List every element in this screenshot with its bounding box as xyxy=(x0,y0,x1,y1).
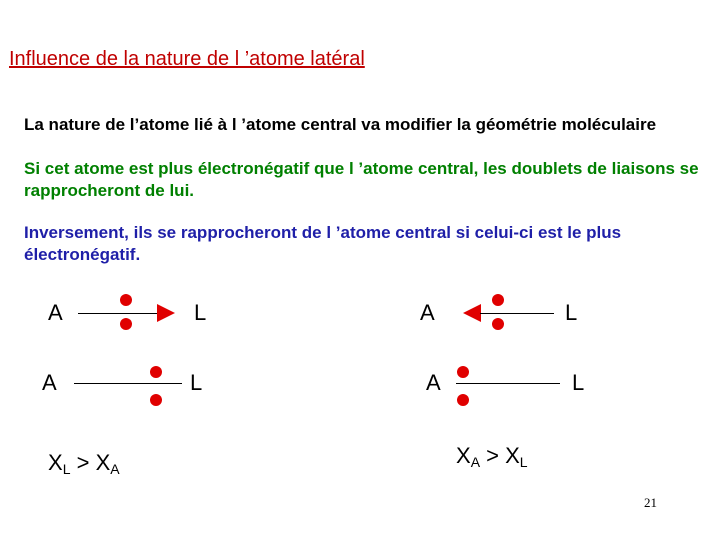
electronegative-central-paragraph: Inversement, ils se rapprocheront de l ’atome central si celui-ci est le plus électronégatif. xyxy=(24,223,622,264)
electronegativity-formula-left: $X_L > X_A$ xyxy=(48,450,120,477)
doublet-dot xyxy=(457,366,469,378)
doublet-dot xyxy=(150,366,162,378)
arrow-left-icon xyxy=(463,304,481,322)
electronegative-lateral-paragraph: Si cet atome est plus électronégatif que l ’atome central, les doublets de liaisons se rapprocheront de lui. xyxy=(24,159,699,200)
atom-l-label: L xyxy=(572,370,585,395)
arrow-right-icon xyxy=(157,304,175,322)
slide-title: Influence de la nature de l ’atome latéral xyxy=(9,48,365,70)
page-number: 21 xyxy=(644,495,657,510)
atom-l-label: L xyxy=(565,300,578,325)
atom-a-label: A xyxy=(420,300,435,325)
bond-line xyxy=(74,383,182,384)
electronegativity-formula-right: $X_A > X_L$ xyxy=(456,443,528,470)
atom-l-label: L xyxy=(190,370,203,395)
bond-line xyxy=(480,313,554,314)
doublet-dot xyxy=(120,294,132,306)
atom-a-label: A xyxy=(426,370,441,395)
atom-l-label: L xyxy=(194,300,207,325)
doublet-dot xyxy=(492,294,504,306)
doublet-dot xyxy=(150,394,162,406)
atom-a-label: A xyxy=(42,370,57,395)
bond-line xyxy=(78,313,158,314)
intro-paragraph: La nature de l’atome lié à l ’atome central va modifier la géométrie moléculaire xyxy=(24,115,657,134)
atom-a-label: A xyxy=(48,300,63,325)
doublet-dot xyxy=(492,318,504,330)
bond-line xyxy=(456,383,560,384)
doublet-dot xyxy=(457,394,469,406)
doublet-dot xyxy=(120,318,132,330)
